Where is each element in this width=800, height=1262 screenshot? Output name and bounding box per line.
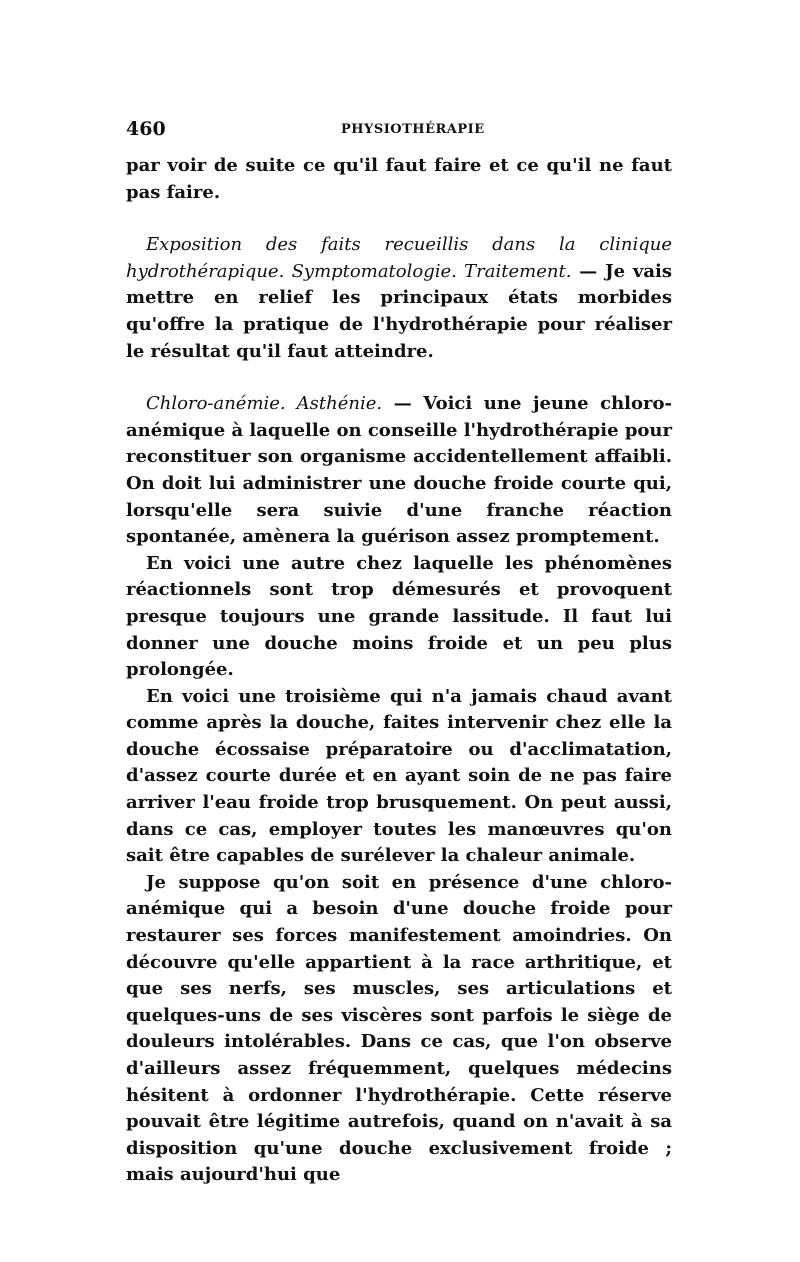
section-heading: Chloro-anémie. Asthénie. <box>146 393 383 415</box>
running-title: PHYSIOTHÉRAPIE <box>341 122 485 137</box>
paragraph-text: par voir de suite ce qu'il faut faire et ce qu'il ne faut pas faire. <box>126 155 672 203</box>
body-text <box>126 153 672 1189</box>
paragraph <box>126 551 672 684</box>
paragraph <box>126 391 672 551</box>
paragraph-text: Je suppose qu'on soit en présence d'une chloro-anémique qui a besoin d'une douche froide pour restaurer ses forces manifestement amoindries. On découvre qu'elle appartient à la race arthritique, et que ses nerfs, ses muscles, ses articulations et quelques-uns de ses viscères sont parfois le siège de douleurs intolérables. Dans ce cas, que l'on observe d'ailleurs assez fréquemment, quelques médecins hésitent à ordonner l'hydrothérapie. Cette réserve pouvait être légitime autrefois, quand on n'avait à sa disposition qu'une douche exclusivement froide ; mais aujourd'hui que <box>126 871 672 1186</box>
paragraph-text: — Je vais mettre en relief les principaux états morbides qu'offre la pratique de l'hydrothérapie pour réaliser le résultat qu'il faut atteindre. <box>126 260 672 362</box>
paragraph <box>126 870 672 1189</box>
paragraph <box>126 153 672 206</box>
paragraph <box>126 232 672 365</box>
paragraph-text: En voici une troisième qui n'a jamais chaud avant comme après la douche, faites intervenir chez elle la douche écossaise préparatoire ou d'acclimatation, d'assez courte durée et en ayant soin de ne pas faire arriver l'eau froide trop brusquement. On peut aussi, dans ce cas, employer toutes les manœuvres qu'on sait être capables de surélever la chaleur animale. <box>126 685 672 867</box>
paragraph <box>126 684 672 870</box>
section-heading: Exposition des faits recueillis dans la clinique hydrothérapique. Symptomatologie. Traitement. <box>126 234 672 282</box>
page-header <box>126 118 672 144</box>
page-number: 460 <box>126 118 166 140</box>
paragraph-text: En voici une autre chez laquelle les phénomènes réactionnels sont trop démesurés et provoquent presque toujours une grande lassitude. Il faut lui donner une douche moins froide et un peu plus prolongée. <box>126 552 672 681</box>
paragraph-text: — Voici une jeune chloro-anémique à laquelle on conseille l'hydrothérapie pour reconstituer son organisme accidentellement affaibli. On doit lui administrer une douche froide courte qui, lorsqu'elle sera suivie d'une franche réaction spontanée, amènera la guérison assez promptement. <box>126 393 672 548</box>
